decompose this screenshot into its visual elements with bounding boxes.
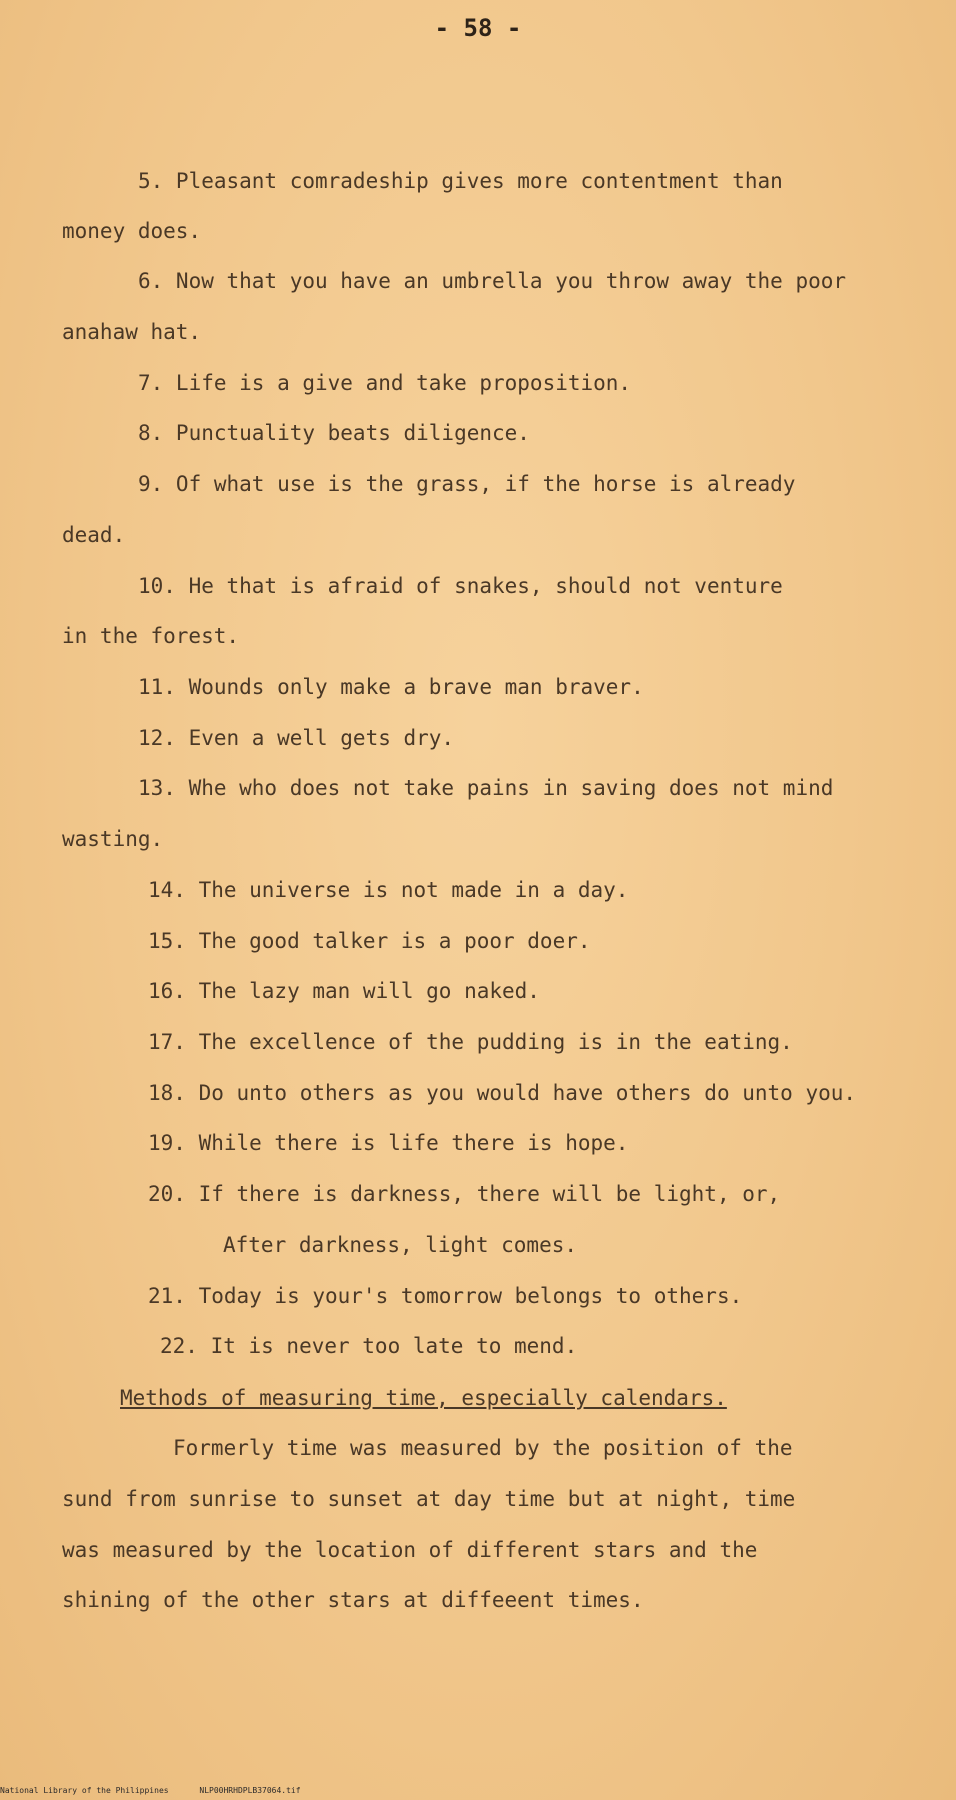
text-line: 5. Pleasant comradeship gives more contentment than <box>138 169 783 193</box>
text-line: 6. Now that you have an umbrella you throw away the poor <box>138 269 847 293</box>
text-line: 17. The excellence of the pudding is in the eating. <box>148 1030 793 1054</box>
text-line: 16. The lazy man will go naked. <box>148 979 540 1003</box>
paragraph-line: shining of the other stars at diffeeent times. <box>62 1588 644 1612</box>
text-line: After darkness, light comes. <box>223 1233 578 1257</box>
text-line: 20. If there is darkness, there will be light, or, <box>148 1182 781 1206</box>
text-line: 21. Today is your's tomorrow belongs to others. <box>148 1284 743 1308</box>
text-line: wasting. <box>62 827 164 851</box>
section-heading: Methods of measuring time, especially calendars. <box>120 1386 727 1410</box>
page-number: - 58 - <box>434 14 522 42</box>
paragraph-line: sund from sunrise to sunset at day time but at night, time <box>62 1487 796 1511</box>
text-line: 13. Whe who does not take pains in saving does not mind <box>138 776 834 800</box>
text-line: 19. While there is life there is hope. <box>148 1131 629 1155</box>
text-line: in the forest. <box>62 624 240 648</box>
paragraph-line: Formerly time was measured by the position of the <box>173 1436 793 1460</box>
text-line: anahaw hat. <box>62 320 202 344</box>
text-line: 9. Of what use is the grass, if the horse is already <box>138 472 796 496</box>
paragraph-line: was measured by the location of different stars and the <box>62 1538 758 1562</box>
text-line: 15. The good talker is a poor doer. <box>148 929 591 953</box>
library-credit: National Library of the Philippines <box>0 1786 169 1795</box>
text-line: 14. The universe is not made in a day. <box>148 878 629 902</box>
text-line: 22. It is never too late to mend. <box>160 1334 578 1358</box>
text-line: money does. <box>62 219 202 243</box>
text-line: 10. He that is afraid of snakes, should not venture <box>138 574 783 598</box>
text-line: 11. Wounds only make a brave man braver. <box>138 675 644 699</box>
text-line: 8. Punctuality beats diligence. <box>138 421 530 445</box>
text-line: 12. Even a well gets dry. <box>138 726 455 750</box>
file-name: NLP00HRHDPLB37064.tif <box>199 1786 301 1795</box>
text-line: dead. <box>62 523 126 547</box>
text-line: 7. Life is a give and take proposition. <box>138 371 632 395</box>
scan-footer <box>0 1786 327 1795</box>
text-line: 18. Do unto others as you would have others do unto you. <box>148 1081 857 1105</box>
